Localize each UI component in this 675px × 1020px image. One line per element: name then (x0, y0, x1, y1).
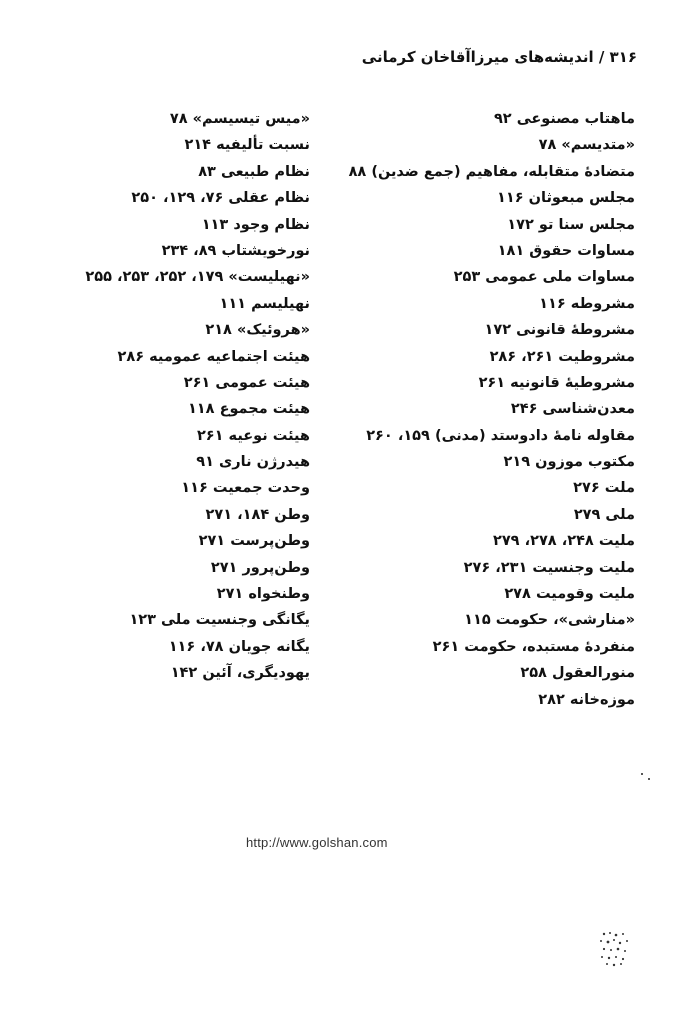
index-entry: معدن‌شناسی ۲۴۶ (510, 401, 635, 418)
index-entry: مشروطیهٔ قانونیه ۲۶۱ (478, 374, 635, 391)
index-entry: مجلس سنا تو ۱۷۲ (507, 216, 635, 233)
index-entry: وطنخواه ۲۷۱ (216, 586, 310, 603)
index-entry: ملیت وقومیت ۲۷۸ (504, 586, 635, 603)
corner-stamp-mark (596, 928, 632, 968)
index-entry: وحدت جمعیت ۱۱۶ (181, 480, 310, 497)
index-entry: منورالعقول ۲۵۸ (520, 665, 635, 682)
index-entry: یگانگی وجنسیت ملی ۱۲۳ (129, 612, 310, 629)
index-entry: وطن‌پرور ۲۷۱ (210, 559, 310, 576)
index-entry: یگانه جویان ۷۸، ۱۱۶ (168, 638, 310, 655)
index-entry: متضادهٔ متقابله، مفاهیم (جمع ضدین) ۸۸ (348, 163, 635, 180)
speck (641, 773, 643, 775)
index-entry: هیدرژن ناری ۹۱ (196, 454, 310, 471)
index-entry: هیئت عمومی ۲۶۱ (183, 374, 310, 391)
index-entry: یهودیگری، آئین ۱۴۲ (170, 665, 310, 682)
index-entry: مساوات حقوق ۱۸۱ (497, 242, 635, 259)
index-entry: «میس تیسیسم» ۷۸ (169, 111, 310, 127)
index-column-right (335, 106, 635, 713)
index-entry: ملیت ۲۴۸، ۲۷۸، ۲۷۹ (492, 533, 635, 550)
index-entry: نورخویشتاب ۸۹، ۲۳۴ (161, 242, 310, 259)
index-entry: «متدیسم» ۷۸ (538, 137, 635, 154)
index-entry: ماهتاب مصنوعی ۹۲ (493, 111, 635, 127)
index-entry: وطن ۱۸۴، ۲۷۱ (205, 506, 310, 523)
footer-url: http://www.golshan.com (246, 835, 388, 850)
index-entry: «منارشی»، حکومت ۱۱۵ (464, 612, 635, 629)
index-entry: هیئت مجموع ۱۱۸ (187, 401, 310, 418)
index-entry: هیئت اجتماعیه عمومیه ۲۸۶ (117, 348, 310, 365)
page-header: ۳۱۶ / اندیشه‌های میرزاآقاخان کرمانی (361, 48, 637, 66)
index-entry: ملی ۲۷۹ (573, 506, 635, 523)
index-entry: نهیلیسم ۱۱۱ (219, 295, 310, 312)
index-entry: نظام وجود ۱۱۳ (201, 216, 310, 233)
index-entry: هیئت نوعیه ۲۶۱ (196, 427, 310, 444)
index-entry: «هروئیک» ۲۱۸ (205, 322, 310, 339)
index-entry: مشروطهٔ قانونی ۱۷۲ (484, 322, 635, 339)
index-entry: وطن‌پرست ۲۷۱ (198, 533, 310, 550)
index-entry: نظام طبیعی ۸۳ (198, 163, 310, 180)
index-entry: مجلس مبعوثان ۱۱۶ (497, 190, 635, 207)
index-entry: نسبت تألیفیه ۲۱۴ (184, 137, 310, 154)
index-entry: ملت ۲۷۶ (573, 480, 635, 497)
speck (648, 778, 650, 780)
index-entry: «نهیلیست» ۱۷۹، ۲۵۲، ۲۵۳، ۲۵۵ (85, 269, 310, 286)
index-column-left (20, 106, 310, 687)
index-entry: ملیت وجنسیت ۲۳۱، ۲۷۶ (463, 559, 635, 576)
index-entry: موزه‌خانه ۲۸۲ (538, 691, 635, 708)
index-entry: مشروطه ۱۱۶ (539, 295, 635, 312)
index-entry: مشروطیت ۲۶۱، ۲۸۶ (489, 348, 635, 365)
index-entry: مقاوله نامهٔ دادوستد (مدنی) ۱۵۹، ۲۶۰ (366, 427, 635, 444)
index-entry: مساوات ملی عمومی ۲۵۳ (453, 269, 635, 286)
index-entry: مکتوب موزون ۲۱۹ (503, 454, 635, 471)
index-entry: نظام عقلی ۷۶، ۱۲۹، ۲۵۰ (131, 190, 310, 207)
index-entry: منفردهٔ مستبده، حکومت ۲۶۱ (432, 638, 635, 655)
